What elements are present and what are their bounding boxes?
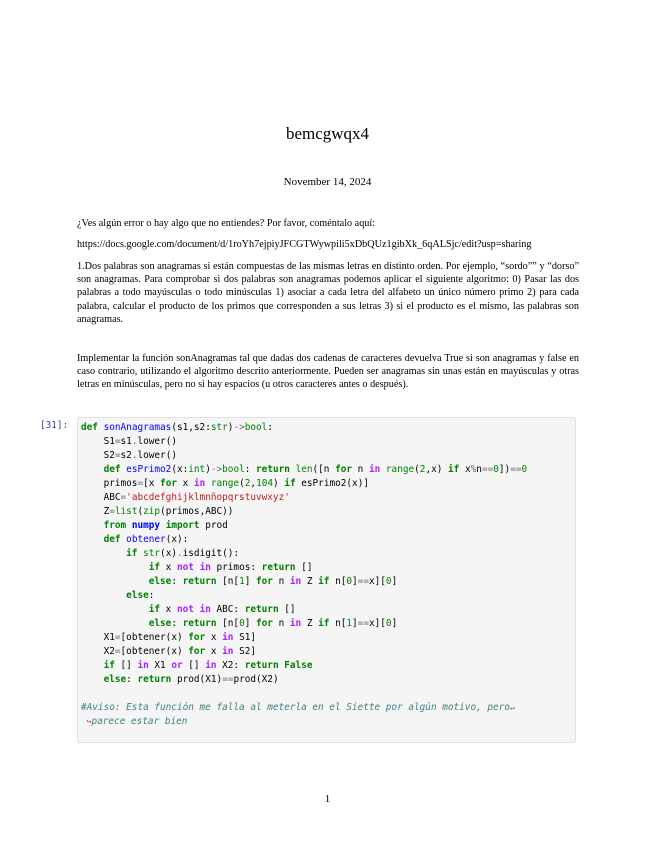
line-wrap-icon: ↵ — [509, 703, 515, 712]
task-paragraph: Implementar la función sonAnagramas tal que dadas dos cadenas de caracteres devuelva True si son anagramas y false en caso contrario, utilizando el algoritmo descrito anteriormente. Pueden ser anagramas sin unas están en mayúsculas y otras letras en minúsculas, pero no si hay espacios (u otros caracteres antes o después). — [77, 353, 579, 391]
line-continue-icon: ↪ — [86, 717, 92, 726]
cell-prompt: [31]: — [40, 420, 69, 431]
problem-paragraph: 1.Dos palabras son anagramas si están compuestas de las mismas letras en distinto orden. Por ejemplo, “sordo”” y “dorso” son anagramas. Para comprobar si dos palabras son anagramas podemos aplicar el siguiente algoritmo: 0) Pasar las dos palabras a todo mayúsculas o todo minúsculas 1) asociar a cada letra del alfabeto un único número primo 2) para cada palabra, calcular el producto de los primos que corresponden a sus letras 3) si el producto es el mismo, las palabras son anagramas. — [77, 261, 579, 325]
document-date: November 14, 2024 — [283, 176, 372, 188]
code-block: def sonAnagramas(s1,s2:str)->bool: S1=s1.lower() S2=s2.lower() def esPrimo2(x:int)->bool: return len([n for n in range(2,x) if x%n==0])==0 primos=[x for x in range(2,104) if esPrimo2(x)] ABC='abcdefghijklmnñopqrstuvwxyz' Z=list(zip(primos,ABC)) from numpy import prod def obtener(x): if str(x).isdigit(): if x not in primos: return [] else: return [n[1] for n in Z if n[0]==x][0] else: if x not in ABC: return [] else: return [n[0] for n in Z if n[1]==x][0] X1=[obtener(x) for x in S1] X2=[obtener(x) for x in S2] if [] in X1 or [] in X2: return False else: return prod(X1)==prod(X2) #Aviso: Esta función me falla al meterla en el Siette por algún motivo, pero↵ ↪parece estar bien — [81, 422, 528, 727]
document-title: bemcgwqx4 — [285, 124, 370, 143]
page-number: 1 — [324, 793, 331, 805]
feedback-link[interactable]: https://docs.google.com/document/d/1roYh7ejpiyJFCGTWywpili5xDbQUz1gibXk_6qALSjc/edit?usp=sharing — [77, 239, 532, 250]
intro-paragraph: ¿Ves algún error o hay algo que no entiendes? Por favor, coméntalo aquí: — [77, 218, 376, 229]
code-comment-line1: #Aviso: Esta función me falla al meterla en el Siette por algún motivo, pero — [81, 702, 510, 713]
code-comment-line2: parece estar bien — [91, 716, 188, 727]
